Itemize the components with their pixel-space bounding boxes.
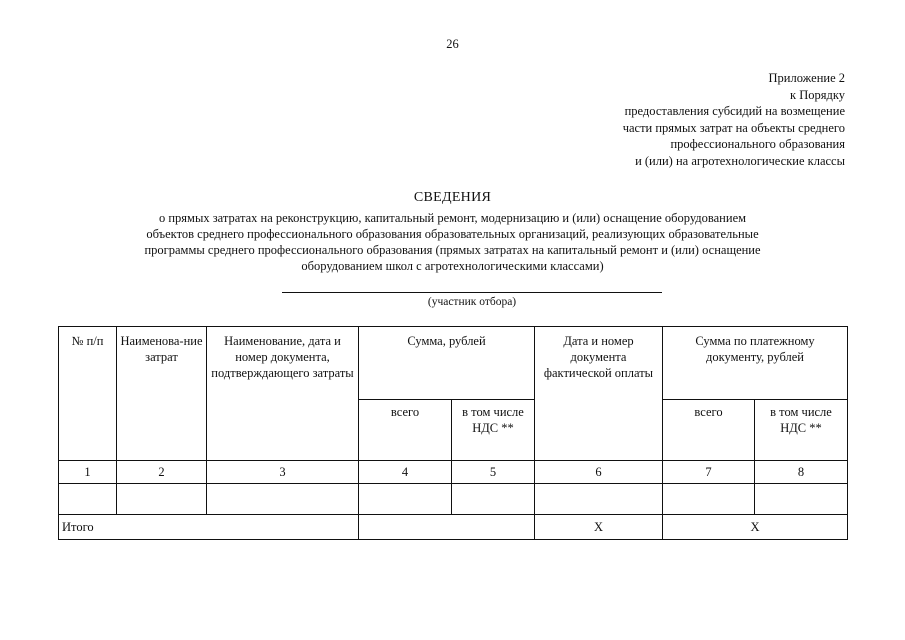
appendix-line: к Порядку xyxy=(790,87,845,102)
appendix-line: и (или) на агротехнологические классы xyxy=(635,153,845,168)
header-expense-name: Наименова-ние затрат xyxy=(117,327,207,461)
table-cell[interactable] xyxy=(117,484,207,515)
description-line: объектов среднего профессионального образования образовательных организаций, реализующих образовательные xyxy=(146,227,759,241)
table-cell[interactable] xyxy=(59,484,117,515)
table-cell[interactable] xyxy=(452,484,535,515)
header-sum-vat: в том числе НДС ** xyxy=(452,400,535,461)
total-payment-sum-cell: Х xyxy=(663,515,848,540)
description-line: программы среднего профессионального образования (прямых затратах на капитальный ремонт и (или) оснащение xyxy=(144,243,761,257)
description-line: оборудованием школ с агротехнологическими классами) xyxy=(301,259,604,273)
table-cell[interactable] xyxy=(359,484,452,515)
header-payment-vat: в том числе НДС ** xyxy=(755,400,848,461)
header-number: № п/п xyxy=(59,327,117,461)
table-cell[interactable] xyxy=(207,484,359,515)
appendix-line: предоставления субсидий на возмещение xyxy=(624,104,845,118)
expenses-table xyxy=(58,326,848,540)
total-payment-document-cell: Х xyxy=(535,515,663,540)
header-row xyxy=(59,327,848,400)
column-number: 3 xyxy=(207,461,359,484)
column-number: 2 xyxy=(117,461,207,484)
table-row xyxy=(59,484,848,515)
header-sum-group: Сумма, рублей xyxy=(359,327,535,400)
total-row xyxy=(59,515,848,540)
header-payment-document: Дата и номер документа фактической оплаты xyxy=(535,327,663,461)
column-number: 7 xyxy=(663,461,755,484)
appendix-line: профессионального образования xyxy=(670,137,845,151)
column-number: 1 xyxy=(59,461,117,484)
column-number-row xyxy=(59,461,848,484)
appendix-line: части прямых затрат на объекты среднего xyxy=(622,120,845,135)
participant-signature-line[interactable] xyxy=(282,292,662,293)
total-sum-cell[interactable] xyxy=(359,515,535,540)
header-payment-total: всего xyxy=(663,400,755,461)
header-sum-total: всего xyxy=(359,400,452,461)
header-supporting-document: Наименование, дата и номер документа, подтверждающего затраты xyxy=(207,327,359,461)
table-cell[interactable] xyxy=(755,484,848,515)
appendix-line: Приложение 2 xyxy=(768,71,845,85)
description-line: о прямых затратах на реконструкцию, капитальный ремонт, модернизацию и (или) оснащение оборудованием xyxy=(158,211,747,225)
column-number: 4 xyxy=(359,461,452,484)
document-description xyxy=(70,210,835,274)
column-number: 6 xyxy=(535,461,663,484)
participant-caption: (участник отбора) xyxy=(427,296,517,308)
column-number: 8 xyxy=(755,461,848,484)
table-cell[interactable] xyxy=(663,484,755,515)
document-title: СВЕДЕНИЯ xyxy=(413,190,492,205)
appendix-block xyxy=(525,70,845,169)
page-number: 26 xyxy=(446,37,459,51)
header-payment-sum-group: Сумма по платежному документу, рублей xyxy=(663,327,848,400)
column-number: 5 xyxy=(452,461,535,484)
total-label: Итого xyxy=(59,515,359,540)
table-cell[interactable] xyxy=(535,484,663,515)
